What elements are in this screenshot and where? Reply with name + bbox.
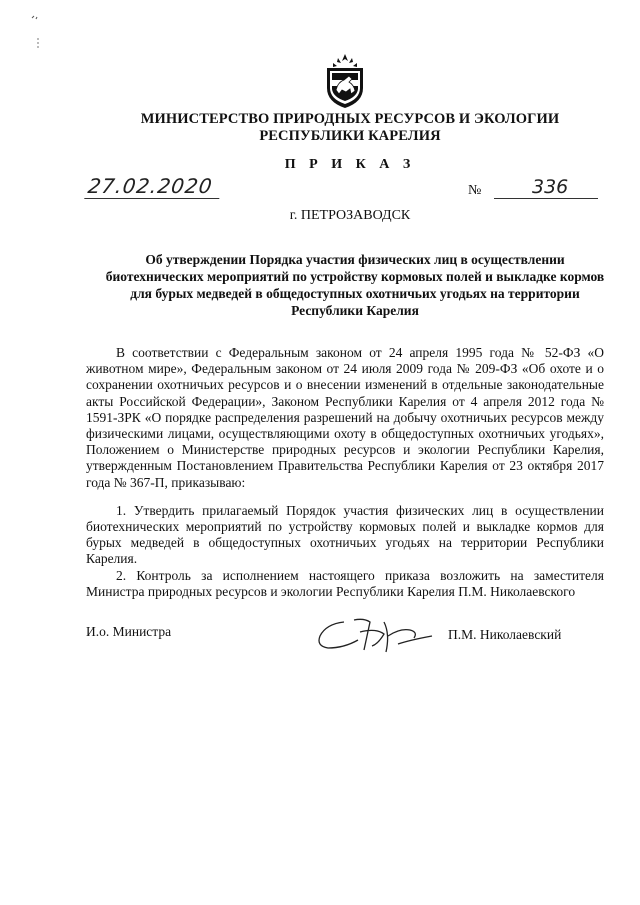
scan-mark [36, 38, 40, 50]
ministry-line-2: РЕСПУБЛИКИ КАРЕЛИЯ [259, 128, 441, 144]
legal-basis-paragraph: В соответствии с Федеральным законом от 24 апреля 1995 года № 52-ФЗ «О животном мире», Федеральным законом от 24 июля 2009 года № 209-ФЗ «Об охоте и о сохранении охотничьих ресурсов и о внесении изменений в отдельные законодательные акты Российской Федерации», Законом Республики Карелия от 4 апреля 2012 года № 1591-ЗРК «О порядке распределения разрешений на добычу охотничьих ресурсов между физическими лицами, осуществляющими охоту в общедоступных охотничьих угодьях», Положением о Министерстве природных ресурсов и экологии Республики Карелия, утвержденным Постановлением Правительства Республики Карелия от 23 октября 2017 года № 367-П, приказываю: [86, 345, 604, 490]
order-number-label: № [468, 183, 482, 198]
signatory-name: П.М. Николаевский [448, 627, 562, 642]
ministry-line-1: МИНИСТЕРСТВО ПРИРОДНЫХ РЕСУРСОВ И ЭКОЛОГИИ [140, 111, 560, 127]
order-subject: Об утверждении Порядка участия физических лиц в осуществлении биотехнических мероприятий по устройству кормовых полей и выкладке кормов для бурых медведей в общедоступных охотничьих угодьях на территории Республики Карелия [105, 252, 605, 318]
city: г. ПЕТРОЗАВОДСК [289, 208, 411, 223]
ministry-name [60, 111, 640, 145]
order-number: 336 [494, 176, 598, 199]
coat-of-arms-icon [322, 52, 368, 110]
order-title: П Р И К А З [284, 157, 416, 172]
handwritten-signature [314, 614, 436, 656]
scan-mark [30, 10, 42, 22]
order-item-2: 2. Контроль за исполнением настоящего приказа возложить на заместителя Министра природных ресурсов и экологии Республики Карелия П.М. Николаевского [86, 567, 604, 599]
order-item-1: 1. Утвердить прилагаемый Порядок участия физических лиц в осуществлении биотехнических мероприятий по устройству кормовых полей и выкладке кормов для бурых медведей в общедоступных охотничьих угодьях на территории Республики Карелия. [86, 502, 604, 567]
signatory-role: И.о. Министра [86, 624, 172, 639]
order-body [86, 345, 604, 600]
order-date: 27.02.2020 [84, 174, 222, 199]
